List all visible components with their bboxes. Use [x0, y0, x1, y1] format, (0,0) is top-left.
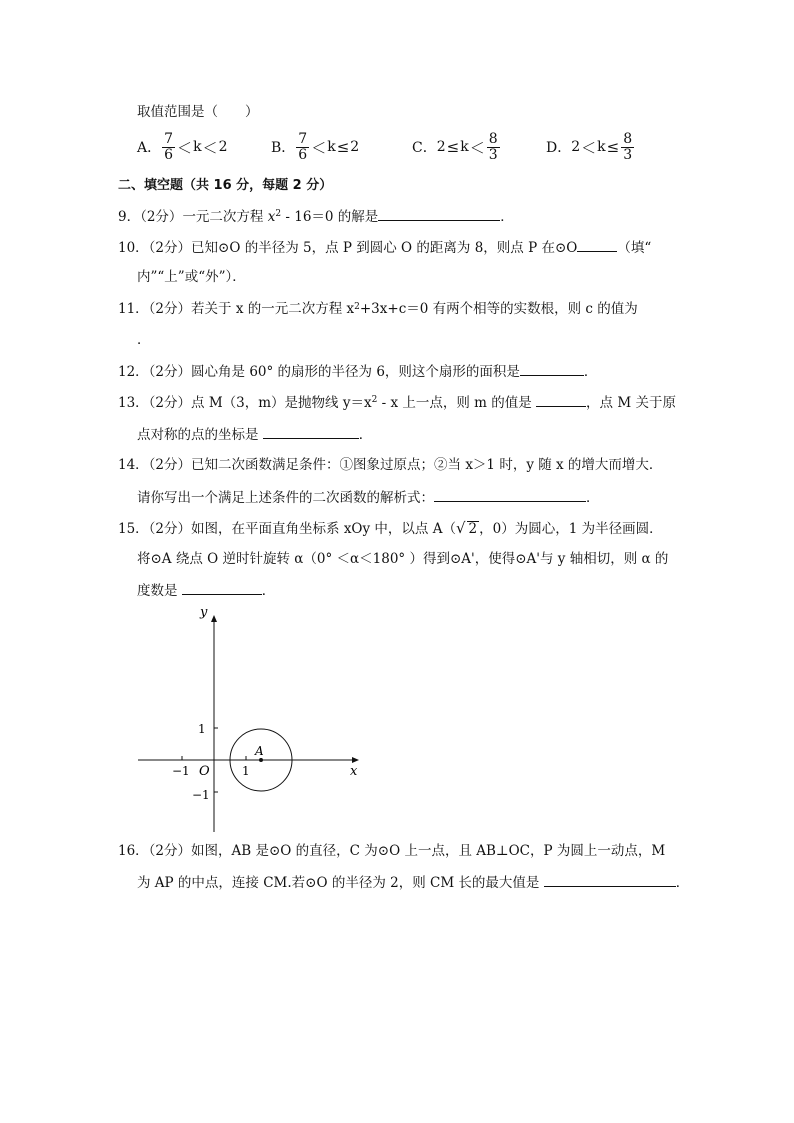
option-a-fraction	[162, 132, 175, 163]
question-16	[118, 841, 665, 861]
relation-symbol: ≤	[446, 138, 460, 156]
answer-blank[interactable]	[544, 872, 676, 887]
question-number: 10．（2分）	[118, 240, 192, 256]
option-c[interactable]	[412, 130, 501, 164]
y-axis-label: y	[200, 605, 208, 620]
sqrt-radicand: 2	[468, 521, 478, 537]
question-text: 为 AP 的中点，连接 CM.若⊙O 的半径为 2，则 CM 长的最大值是	[137, 875, 544, 891]
option-a[interactable]	[137, 130, 227, 164]
fraction-denominator: 6	[164, 146, 174, 163]
question-10-line2: 内”“上”或“外”）．	[137, 269, 246, 285]
question-number: 13．（2分）	[118, 395, 192, 411]
question-text: 已知⊙O 的半径为 5，点 P 到圆心 O 的距离为 8，则点 P 在⊙O	[191, 240, 578, 256]
option-d-fraction	[621, 132, 634, 163]
variable-k: k	[597, 139, 606, 155]
question-11-line2: ．	[137, 332, 151, 348]
question-10	[118, 237, 651, 258]
option-c-fraction	[487, 132, 500, 163]
center-point-a	[259, 758, 263, 762]
question-14-line2	[137, 487, 600, 508]
tick-label-x-neg: −1	[172, 764, 190, 778]
question-14	[118, 455, 662, 475]
origin-label: O	[199, 764, 210, 779]
sqrt-sign: √	[455, 519, 466, 537]
question-number: 12．（2分）	[118, 364, 192, 380]
option-a-label: A．	[137, 140, 162, 156]
relation-symbol: ＜	[177, 138, 193, 157]
q8-tail: 取值范围是（ ）	[137, 104, 259, 120]
bound-value: 2	[436, 139, 446, 155]
coordinate-figure	[130, 600, 370, 840]
question-number: 16．（2分）	[118, 843, 192, 859]
question-text: ，0）为圆心，1 为半径画圆．	[479, 521, 663, 537]
fraction-numerator: 8	[488, 130, 498, 147]
fraction-numerator: 7	[164, 130, 174, 147]
punctuation: ．	[586, 490, 600, 506]
variable-k: k	[327, 139, 336, 155]
x-axis-label: x	[350, 764, 358, 779]
relation-symbol: ＜	[469, 138, 485, 157]
question-text: （填“	[617, 240, 652, 256]
question-text: - 16＝0 的解是	[281, 209, 379, 225]
relation-symbol: ≤	[606, 138, 620, 156]
tick-label-y-neg: −1	[192, 788, 210, 802]
punctuation: ．	[500, 209, 514, 225]
question-text: +3x+c＝0 有两个相等的实数根，则 c 的值为	[359, 301, 638, 317]
punctuation: ．	[261, 583, 276, 599]
exponent: 2	[275, 209, 282, 219]
question-13	[118, 392, 676, 413]
punctuation: ．	[583, 364, 598, 380]
question-15	[118, 518, 663, 539]
punctuation: ．	[675, 875, 690, 891]
variable-k: k	[193, 139, 202, 155]
option-b-fraction	[296, 132, 309, 163]
question-text: 如图，AB 是⊙O 的直径，C 为⊙O 上一点，且 AB⊥OC，P 为圆上一动点，M	[191, 843, 666, 859]
fraction-denominator: 3	[488, 146, 498, 163]
answer-blank[interactable]	[577, 237, 617, 252]
question-text: 请你写出一个满足上述条件的二次函数的解析式：	[137, 490, 434, 506]
question-text: 度数是	[137, 583, 182, 599]
bound-value: 2	[350, 139, 360, 155]
question-9	[118, 206, 514, 227]
question-16-line2	[137, 872, 689, 893]
point-a-label: A	[255, 744, 264, 758]
question-text: 如图，在平面直角坐标系 xOy 中，以点 A（	[191, 521, 456, 537]
section-heading: 二、填空题（共 16 分，每题 2 分）	[118, 178, 333, 193]
question-text: ，点 M 关于原	[586, 395, 676, 411]
relation-symbol: ＜	[311, 138, 327, 157]
question-text: 点 M（3，m）是抛物线 y＝x	[191, 395, 372, 411]
relation-symbol: ＜	[581, 138, 597, 157]
question-number: 9．（2分）	[118, 209, 183, 225]
answer-blank[interactable]	[520, 361, 584, 376]
question-text: 圆心角是 60° 的扇形的半径为 6，则这个扇形的面积是	[191, 364, 520, 380]
question-15-line2: 将⊙A 绕点 O 逆时针旋转 α（0° ＜α＜180° ）得到⊙A'，使得⊙A'与 y 轴相切，则 α 的	[137, 551, 669, 567]
answer-blank[interactable]	[263, 424, 359, 439]
question-number: 15．（2分）	[118, 521, 192, 537]
option-c-label: C．	[412, 140, 437, 156]
exponent: 2	[354, 302, 360, 312]
option-d[interactable]	[546, 130, 635, 164]
question-text: - x 上一点，则 m 的值是	[377, 395, 537, 411]
answer-blank[interactable]	[536, 392, 586, 407]
punctuation: ．	[358, 427, 373, 443]
answer-blank[interactable]	[182, 580, 262, 595]
bound-value: 2	[218, 139, 228, 155]
answer-blank[interactable]	[434, 487, 586, 502]
variable-k: k	[460, 139, 469, 155]
relation-symbol: ≤	[336, 138, 350, 156]
bound-value: 2	[571, 139, 581, 155]
option-b-label: B．	[271, 140, 296, 156]
fraction-denominator: 3	[623, 146, 633, 163]
fraction-numerator: 7	[298, 130, 308, 147]
option-d-label: D．	[546, 140, 572, 156]
fraction-denominator: 6	[298, 146, 308, 163]
question-15-line3	[137, 580, 275, 601]
question-12	[118, 361, 597, 382]
question-text: 点对称的点的坐标是	[137, 427, 263, 443]
question-11	[118, 299, 638, 319]
question-text: 一元二次方程	[182, 209, 268, 225]
question-13-line2	[137, 424, 372, 445]
answer-blank[interactable]	[378, 206, 500, 221]
exponent: 2	[371, 395, 378, 405]
question-number: 11．（2分）	[118, 301, 192, 317]
fraction-numerator: 8	[623, 130, 633, 147]
relation-symbol: ＜	[202, 138, 218, 157]
option-b[interactable]	[271, 130, 359, 164]
tick-label-y-pos: 1	[198, 722, 206, 736]
question-number: 14．（2分）	[118, 457, 192, 473]
tick-label-x-pos: 1	[242, 764, 250, 778]
question-text: 若关于 x 的一元二次方程 x	[191, 301, 355, 317]
question-text: 已知二次函数满足条件：①图象过原点；②当 x＞1 时，y 随 x 的增大而增大．	[191, 457, 663, 473]
math-variable: x	[267, 209, 276, 225]
